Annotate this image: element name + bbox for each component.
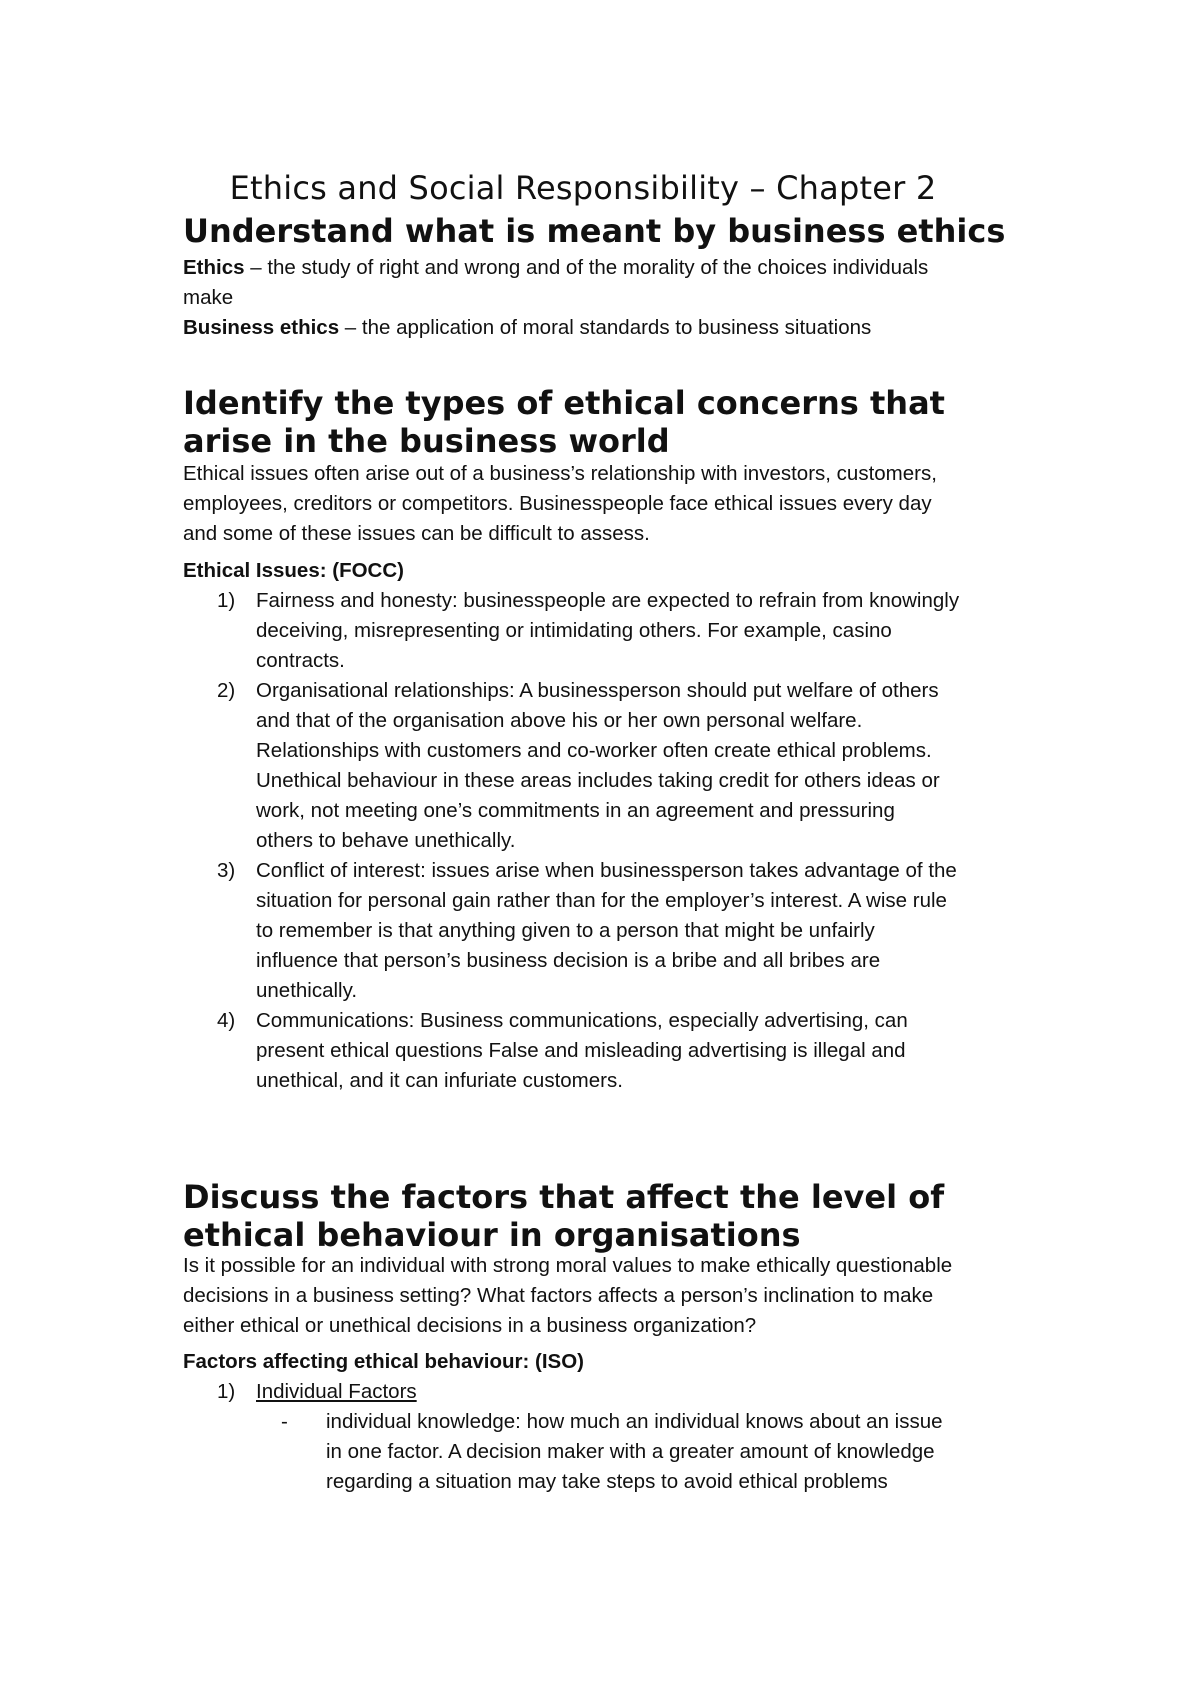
list-number: 1) (217, 1380, 236, 1403)
paragraph-line: Is it possible for an individual with strong moral values to make ethically questionable (183, 1254, 953, 1277)
paragraph-line: either ethical or unethical decisions in a business organization? (183, 1314, 757, 1337)
heading-line: ethical behaviour in organisations (183, 1216, 801, 1254)
list-item-line: Conflict of interest: issues arise when businessperson takes advantage of the (256, 859, 957, 882)
paragraph-factors (183, 1251, 1043, 1341)
paragraph-line: Ethical issues often arise out of a business’s relationship with investors, customers, (183, 462, 937, 485)
paragraph-line: employees, creditors or competitors. Businesspeople face ethical issues every day (183, 492, 932, 515)
paragraph-ethical-issues (183, 459, 1043, 549)
list-item (183, 1006, 1043, 1096)
heading-line: arise in the business world (183, 422, 670, 460)
definition-business-ethics (183, 313, 1043, 343)
list-item-line: present ethical questions False and misleading advertising is illegal and (256, 1039, 906, 1062)
list-item-line: Communications: Business communications, especially advertising, can (256, 1009, 908, 1032)
list-item-line: deceiving, misrepresenting or intimidating others. For example, casino (256, 619, 892, 642)
section-heading-factors (183, 1178, 1043, 1254)
list-label-focc (183, 556, 1043, 586)
list-item-line: contracts. (256, 649, 345, 672)
list-item-line: to remember is that anything given to a person that might be unfairly (256, 919, 875, 942)
list-number: 2) (217, 679, 236, 702)
sub-item-line: individual knowledge: how much an individual knows about an issue (326, 1410, 943, 1433)
list-item (183, 1377, 1043, 1407)
definition-ethics (183, 253, 1043, 313)
list-label-text: Factors affecting ethical behaviour: (ISO) (183, 1350, 584, 1373)
list-item-line: influence that person’s business decision is a bribe and all bribes are (256, 949, 881, 972)
list-item-line: Unethical behaviour in these areas includes taking credit for others ideas or (256, 769, 940, 792)
section-heading-ethical-concerns (183, 384, 1043, 460)
list-item-heading: Individual Factors (256, 1380, 417, 1403)
list-item-line: others to behave unethically. (256, 829, 516, 852)
document-title: Ethics and Social Responsibility – Chapter 2 (229, 169, 937, 207)
list-item-line: Fairness and honesty: businesspeople are expected to refrain from knowingly (256, 589, 960, 612)
list-item-line: Organisational relationships: A businessperson should put welfare of others (256, 679, 939, 702)
definition-ethics-continued: make (183, 286, 234, 309)
list-item (183, 586, 1043, 676)
sub-item-line: in one factor. A decision maker with a greater amount of knowledge (326, 1440, 935, 1463)
ethical-issues-list (183, 586, 1043, 1096)
bullet-dash: - (281, 1410, 288, 1433)
paragraph-line: decisions in a business setting? What factors affects a person’s inclination to make (183, 1284, 934, 1307)
list-item-line: unethical, and it can infuriate customers. (256, 1069, 623, 1092)
factors-list (183, 1377, 1043, 1497)
list-number: 1) (217, 589, 236, 612)
paragraph-line: and some of these issues can be difficult to assess. (183, 522, 650, 545)
term-ethics: Ethics (183, 256, 245, 279)
list-item-line: unethically. (256, 979, 358, 1002)
term-business-ethics: Business ethics (183, 316, 340, 339)
heading-line: Discuss the factors that affect the level of (183, 1178, 945, 1216)
definition-ethics-text: – the study of right and wrong and of the morality of the choices individuals (250, 256, 929, 279)
sub-item-line: regarding a situation may take steps to avoid ethical problems (326, 1470, 888, 1493)
list-label-text: Ethical Issues: (FOCC) (183, 559, 404, 582)
list-item-line: and that of the organisation above his or her own personal welfare. (256, 709, 863, 732)
heading-line: Identify the types of ethical concerns that (183, 384, 945, 422)
list-item-line: Relationships with customers and co-worker often create ethical problems. (256, 739, 932, 762)
list-item-line: situation for personal gain rather than for the employer’s interest. A wise rule (256, 889, 947, 912)
list-number: 4) (217, 1009, 236, 1032)
section-heading-business-ethics: Understand what is meant by business ethics (183, 212, 1006, 250)
definition-business-ethics-text: – the application of moral standards to business situations (344, 316, 872, 339)
list-item (183, 856, 1043, 1006)
sub-list-item (183, 1407, 1043, 1497)
list-number: 3) (217, 859, 236, 882)
list-label-iso (183, 1347, 1043, 1377)
list-item-line: work, not meeting one’s commitments in an agreement and pressuring (256, 799, 895, 822)
list-item (183, 676, 1043, 856)
